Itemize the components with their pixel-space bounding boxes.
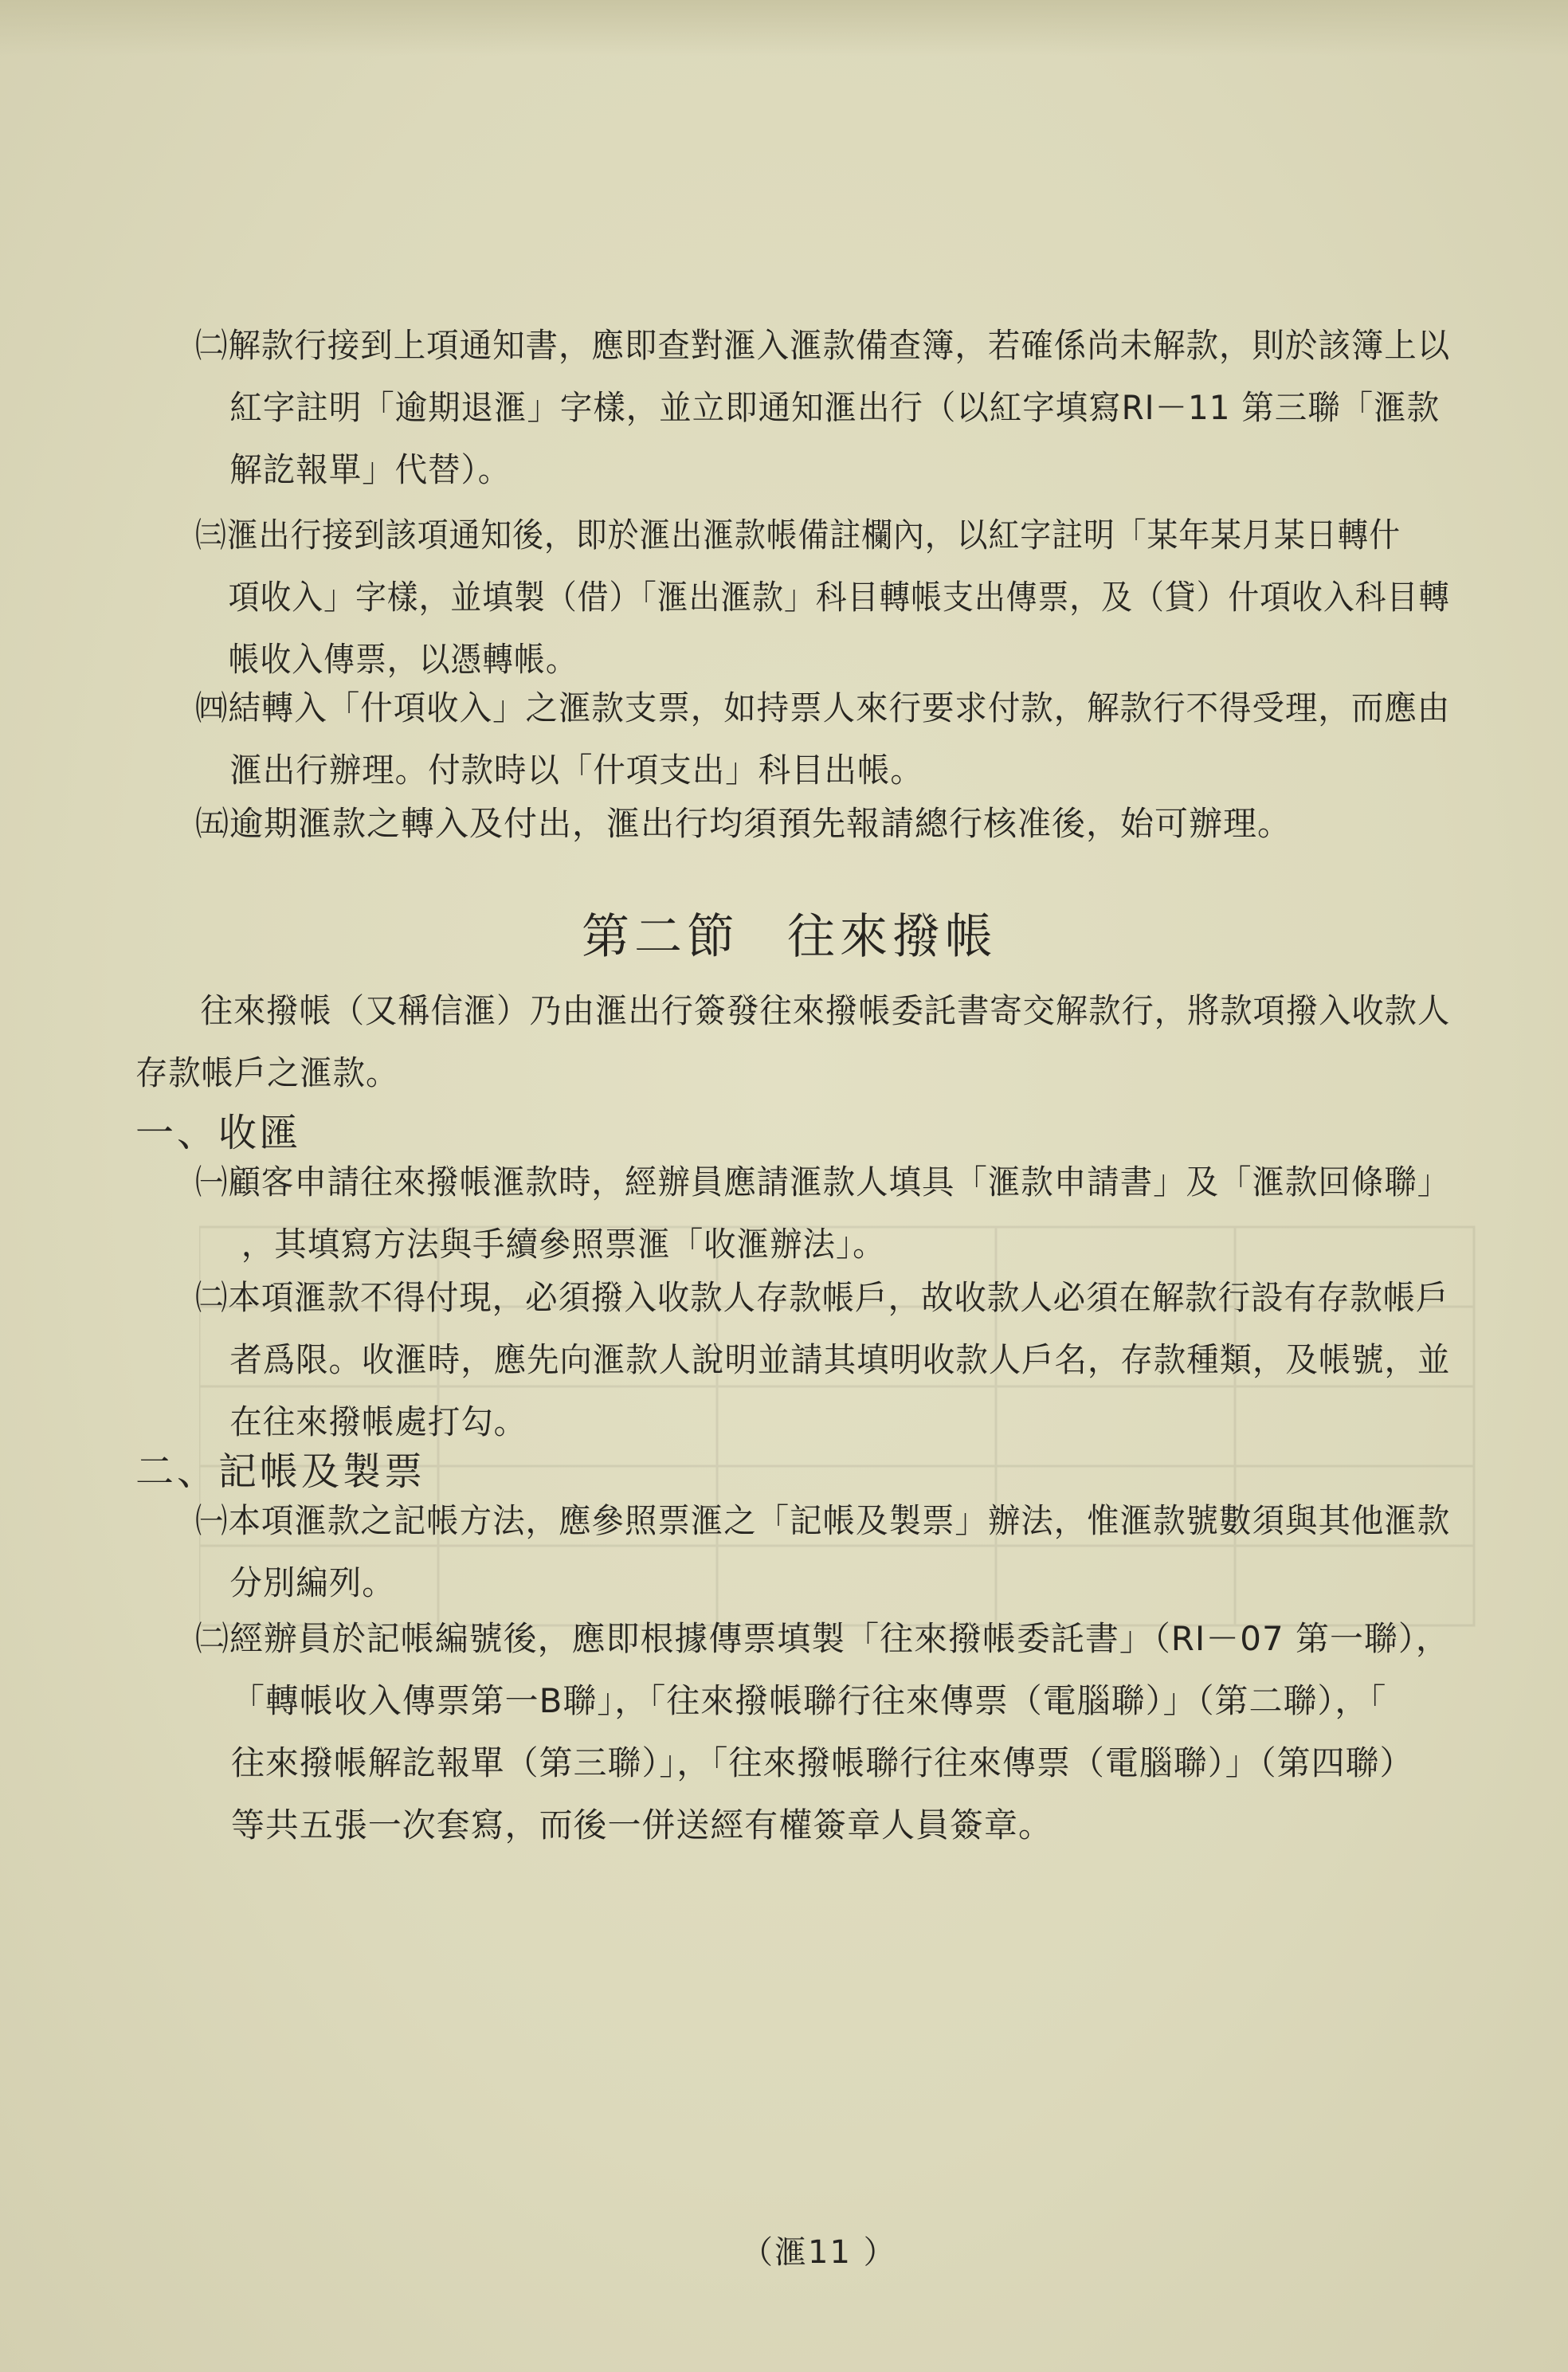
paragraph-sub1-item-2 — [195, 1267, 1450, 1453]
text-line: 等共五張一次套寫，而後一併送經有權簽章人員簽章。 — [230, 1805, 1053, 1845]
subheading-2: 二、記帳及製票 — [135, 1449, 426, 1494]
section-heading — [582, 899, 998, 967]
paragraph-sub2-item-2 — [195, 1608, 1450, 1856]
text-line: ㈠顧客申請往來撥帳滙款時，經辦員應請滙款人填具「滙款申請書」及「滙款回條聯」 — [195, 1162, 1451, 1202]
text-line: ㈢滙出行接到該項通知後，即於滙出滙款帳備註欄內，以紅字註明「某年某月某日轉什 — [195, 516, 1401, 555]
paragraph-item-2 — [195, 315, 1450, 501]
paragraph-item-3 — [195, 504, 1450, 691]
page-number: （滙11 ） — [741, 2234, 897, 2271]
text-line: ㈡解款行接到上項通知書，應即查對滙入滙款備查簿，若確係尚未解款，則於該簿上以 — [195, 326, 1451, 365]
text-line: 存款帳戶之滙款。 — [135, 1053, 399, 1092]
text-line: 帳收入傳票，以憑轉帳。 — [228, 640, 578, 679]
text-line: 分別編列。 — [229, 1563, 395, 1602]
subheading-1: 一、收匯 — [135, 1111, 302, 1155]
paragraph-sub1-item-1 — [195, 1151, 1450, 1276]
text-line: 者爲限。收滙時，應先向滙款人說明並請其填明收款人戶名，存款種類，及帳號，並 — [229, 1340, 1451, 1379]
page-edge-shadow — [0, 0, 1568, 56]
text-line: 「轉帳收入傳票第一B聯」，「往來撥帳聯行往來傳票（電腦聯）」（第二聯），「 — [230, 1681, 1387, 1720]
text-line: 在往來撥帳處打勾。 — [229, 1402, 527, 1441]
text-line: ㈠本項滙款之記帳方法，應參照票滙之「記帳及製票」辦法，惟滙款號數須與其他滙款 — [195, 1501, 1451, 1540]
text-line: ㈣結轉入「什項收入」之滙款支票，如持票人來行要求付款，解款行不得受理，而應由 — [195, 688, 1451, 727]
text-line: ，其填寫方法與手續參照票滙「收滙辦法」。 — [241, 1225, 886, 1264]
paragraph-item-5 — [195, 793, 1292, 855]
text-line: ㈡經辦員於記帳編號後，應即根據傳票填製「往來撥帳委託書」（RI－07 第一聯）， — [195, 1619, 1450, 1658]
paragraph-item-4 — [195, 677, 1450, 802]
text-line: ㈤逾期滙款之轉入及付出，滙出行均須預先報請總行核准後，始可辦理。 — [195, 804, 1292, 843]
section-title: 往來撥帳 — [787, 909, 998, 965]
text-line: 解訖報單」代替）。 — [229, 450, 512, 489]
text-line: 滙出行辦理。付款時以「什項支出」科目出帳。 — [229, 751, 923, 790]
text-line: 紅字註明「逾期退滙」字樣，並立即通知滙出行（以紅字填寫RI－11 第三聯「滙款 — [229, 388, 1441, 427]
text-line: 項收入」字樣，並填製（借）「滙出滙款」科目轉帳支出傳票，及（貸）什項收入科目轉 — [228, 578, 1451, 617]
text-line: 往來撥帳（又稱信滙）乃由滙出行簽發往來撥帳委託書寄交解款行，將款項撥入收款人 — [200, 991, 1451, 1030]
intro-paragraph — [135, 980, 1450, 1104]
text-line: ㈡本項滙款不得付現，必須撥入收款人存款帳戶，故收款人必須在解款行設有存款帳戶 — [195, 1278, 1449, 1317]
section-number: 第二節 — [582, 909, 739, 965]
text-line: 往來撥帳解訖報單（第三聯）」，「往來撥帳聯行往來傳票（電腦聯）」（第四聯） — [230, 1743, 1414, 1782]
paragraph-sub2-item-1 — [195, 1490, 1450, 1614]
